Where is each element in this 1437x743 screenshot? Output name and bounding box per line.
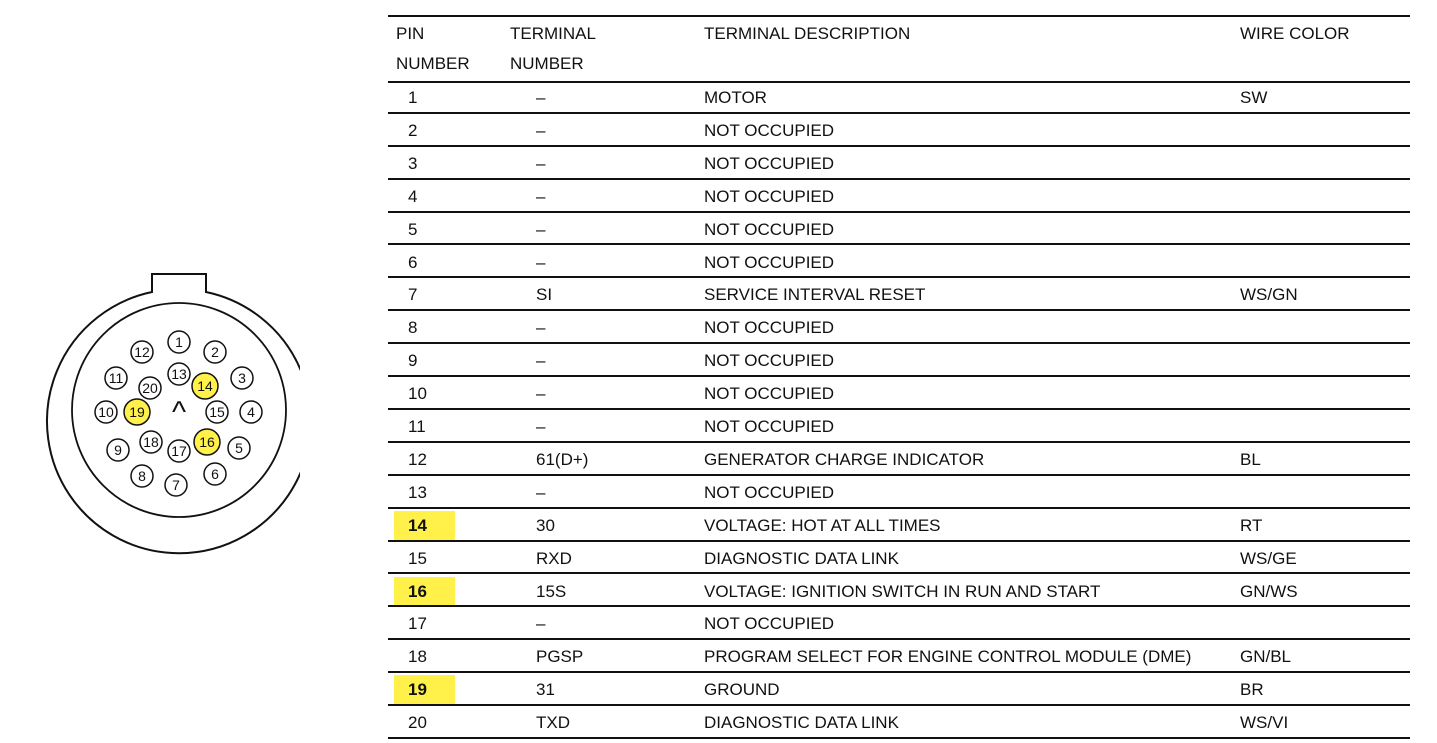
diagnostic-connector-diagram [40,270,300,560]
terminal-description-cell: NOT OCCUPIED [704,120,835,140]
connector-pin-label: 15 [209,404,225,420]
connector-pin [140,431,162,453]
connector-pin-label: 18 [143,434,159,450]
terminal-number-cell: – [536,88,546,107]
header-wire-color: WIRE COLOR [1240,24,1350,43]
connector-pin [131,341,153,363]
terminal-number-cell: 30 [536,515,555,535]
pin-number-cell: 1 [408,88,418,107]
terminal-description-cell: MOTOR [704,88,767,107]
table-row [388,410,1410,442]
table-row [388,509,1410,541]
table-row [388,476,1410,508]
terminal-description-cell: NOT OCCUPIED [704,153,835,173]
connector-pin-label: 7 [172,477,180,493]
terminal-description-cell: GROUND [704,680,780,700]
terminal-description-cell: NOT OCCUPIED [704,219,835,239]
terminal-description-cell: NOT OCCUPIED [704,482,835,502]
pin-number-cell: 6 [408,252,418,272]
pin-number-cell: 9 [408,351,418,371]
connector-pin [165,474,187,496]
table-row [388,81,1410,113]
terminal-description-cell: SERVICE INTERVAL RESET [704,285,926,305]
connector-pin-label: 5 [235,440,243,456]
wire-color-cell: SW [1240,88,1268,107]
connector-pin-label: 14 [197,378,213,394]
table-row [388,246,1410,278]
connector-pin-label: 3 [238,370,246,386]
terminal-description-cell: DIAGNOSTIC DATA LINK [704,548,899,568]
table-row [388,673,1410,705]
table-row [388,640,1410,672]
terminal-number-cell: – [536,482,546,502]
pin-number-cell: 18 [408,647,427,667]
terminal-description-cell: NOT OCCUPIED [704,384,835,404]
terminal-number-cell: – [536,153,546,173]
connector-pin [204,463,226,485]
pin-number-cell: 20 [408,713,427,733]
wire-color-cell: WS/GE [1240,548,1297,568]
connector-pin-label: 13 [171,366,187,382]
connector-pin-label: 9 [114,442,122,458]
connector-pin [228,437,250,459]
wire-color-cell: BL [1240,449,1261,469]
wire-color-cell: GN/WS [1240,581,1298,601]
connector-pin [204,341,226,363]
terminal-number-cell: 61(D+) [536,449,589,469]
terminal-description-cell: NOT OCCUPIED [704,318,835,338]
terminal-number-cell: – [536,417,546,436]
header-terminal-number-line1: TERMINAL [510,24,596,43]
pin-number-cell: 5 [408,219,418,239]
terminal-description-cell: NOT OCCUPIED [704,351,835,371]
connector-pin [206,401,228,423]
pin-number-cell: 7 [408,285,418,305]
connector-pin-label: 17 [171,443,187,459]
table-row [388,443,1410,475]
terminal-description-cell: NOT OCCUPIED [704,186,835,206]
wire-color-cell: BR [1240,680,1264,700]
pin-number-cell: 19 [394,675,455,705]
connector-pin [240,401,262,423]
pin-number-cell: 3 [408,153,418,173]
table-row [388,278,1410,310]
pin-number-cell: 16 [394,577,455,607]
connector-pin-label: 8 [138,468,146,484]
connector-pin-label: 4 [247,404,255,420]
connector-pin-label: 16 [199,434,215,450]
terminal-number-cell: TXD [536,713,570,733]
terminal-number-cell: – [536,318,546,338]
terminal-number-cell: 15S [536,581,567,601]
terminal-description-cell: NOT OCCUPIED [704,417,835,436]
table-row [388,180,1410,212]
header-terminal-description: TERMINAL DESCRIPTION [704,24,911,43]
connector-pin [168,440,190,462]
terminal-number-cell: RXD [536,548,572,568]
terminal-number-cell: – [536,219,546,239]
terminal-number-cell: – [536,120,546,140]
connector-pin-label: 12 [134,344,150,360]
table-top-rule [388,15,1410,17]
table-row [388,706,1410,738]
pin-number-cell: 17 [408,614,427,634]
table-row [388,114,1410,146]
terminal-number-cell: 31 [536,680,555,700]
table-row [388,213,1410,245]
connector-pin [131,465,153,487]
connector-pin [105,367,127,389]
terminal-description-cell: VOLTAGE: IGNITION SWITCH IN RUN AND START [704,581,1101,601]
connector-pin-label: 10 [98,404,114,420]
terminal-number-cell: SI [536,285,553,305]
pin-number-cell: 11 [408,417,426,436]
wire-color-cell: RT [1240,515,1263,535]
connector-pin [192,373,218,399]
connector-pin [95,401,117,423]
connector-pin-label: 1 [175,334,183,350]
connector-pin [168,363,190,385]
table-row [388,377,1410,409]
wire-color-cell: WS/VI [1240,713,1289,733]
pin-number-cell: 10 [408,384,427,404]
pin-number-cell: 8 [408,318,418,338]
terminal-description-cell: NOT OCCUPIED [704,252,835,272]
connector-pin [231,367,253,389]
terminal-number-cell: – [536,614,546,634]
connector-pin-label: 19 [129,404,145,420]
connector-pin [168,331,190,353]
pin-number-cell: 2 [408,120,418,140]
table-row [388,311,1410,343]
row-divider [388,737,1410,739]
connector-key-glyph: ^ [171,396,187,429]
connector-pin [107,439,129,461]
terminal-number-cell: PGSP [536,647,584,667]
table-row [388,344,1410,376]
terminal-description-cell: GENERATOR CHARGE INDICATOR [704,449,985,469]
header-pin-number-line2: NUMBER [396,54,470,73]
terminal-number-cell: – [536,186,546,206]
connector-pin-label: 2 [211,344,219,360]
pin-number-cell: 12 [408,449,427,469]
connector-pin-label: 11 [108,370,124,386]
pin-assignment-table [388,15,1410,740]
terminal-description-cell: PROGRAM SELECT FOR ENGINE CONTROL MODULE (DME) [704,647,1192,667]
connector-pin-label: 6 [211,466,219,482]
table-row [388,607,1410,639]
pin-number-cell: 15 [408,548,427,568]
wire-color-cell: GN/BL [1240,647,1292,667]
pin-number-cell: 13 [408,482,427,502]
connector-pin [139,377,161,399]
connector-pin [194,429,220,455]
pin-number-cell: 4 [408,186,418,206]
table-row [388,575,1410,607]
wire-color-cell: WS/GN [1240,285,1298,305]
terminal-description-cell: DIAGNOSTIC DATA LINK [704,713,899,733]
terminal-number-cell: – [536,252,546,272]
terminal-number-cell: – [536,351,546,371]
table-row [388,147,1410,179]
connector-pin-label: 20 [142,380,158,396]
terminal-number-cell: – [536,384,546,404]
terminal-description-cell: NOT OCCUPIED [704,614,835,634]
header-pin-number-line1: PIN [396,24,425,43]
connector-pin [124,399,150,425]
pin-number-cell: 14 [394,511,455,541]
terminal-description-cell: VOLTAGE: HOT AT ALL TIMES [704,515,941,535]
header-terminal-number-line2: NUMBER [510,54,584,73]
table-row [388,542,1410,574]
